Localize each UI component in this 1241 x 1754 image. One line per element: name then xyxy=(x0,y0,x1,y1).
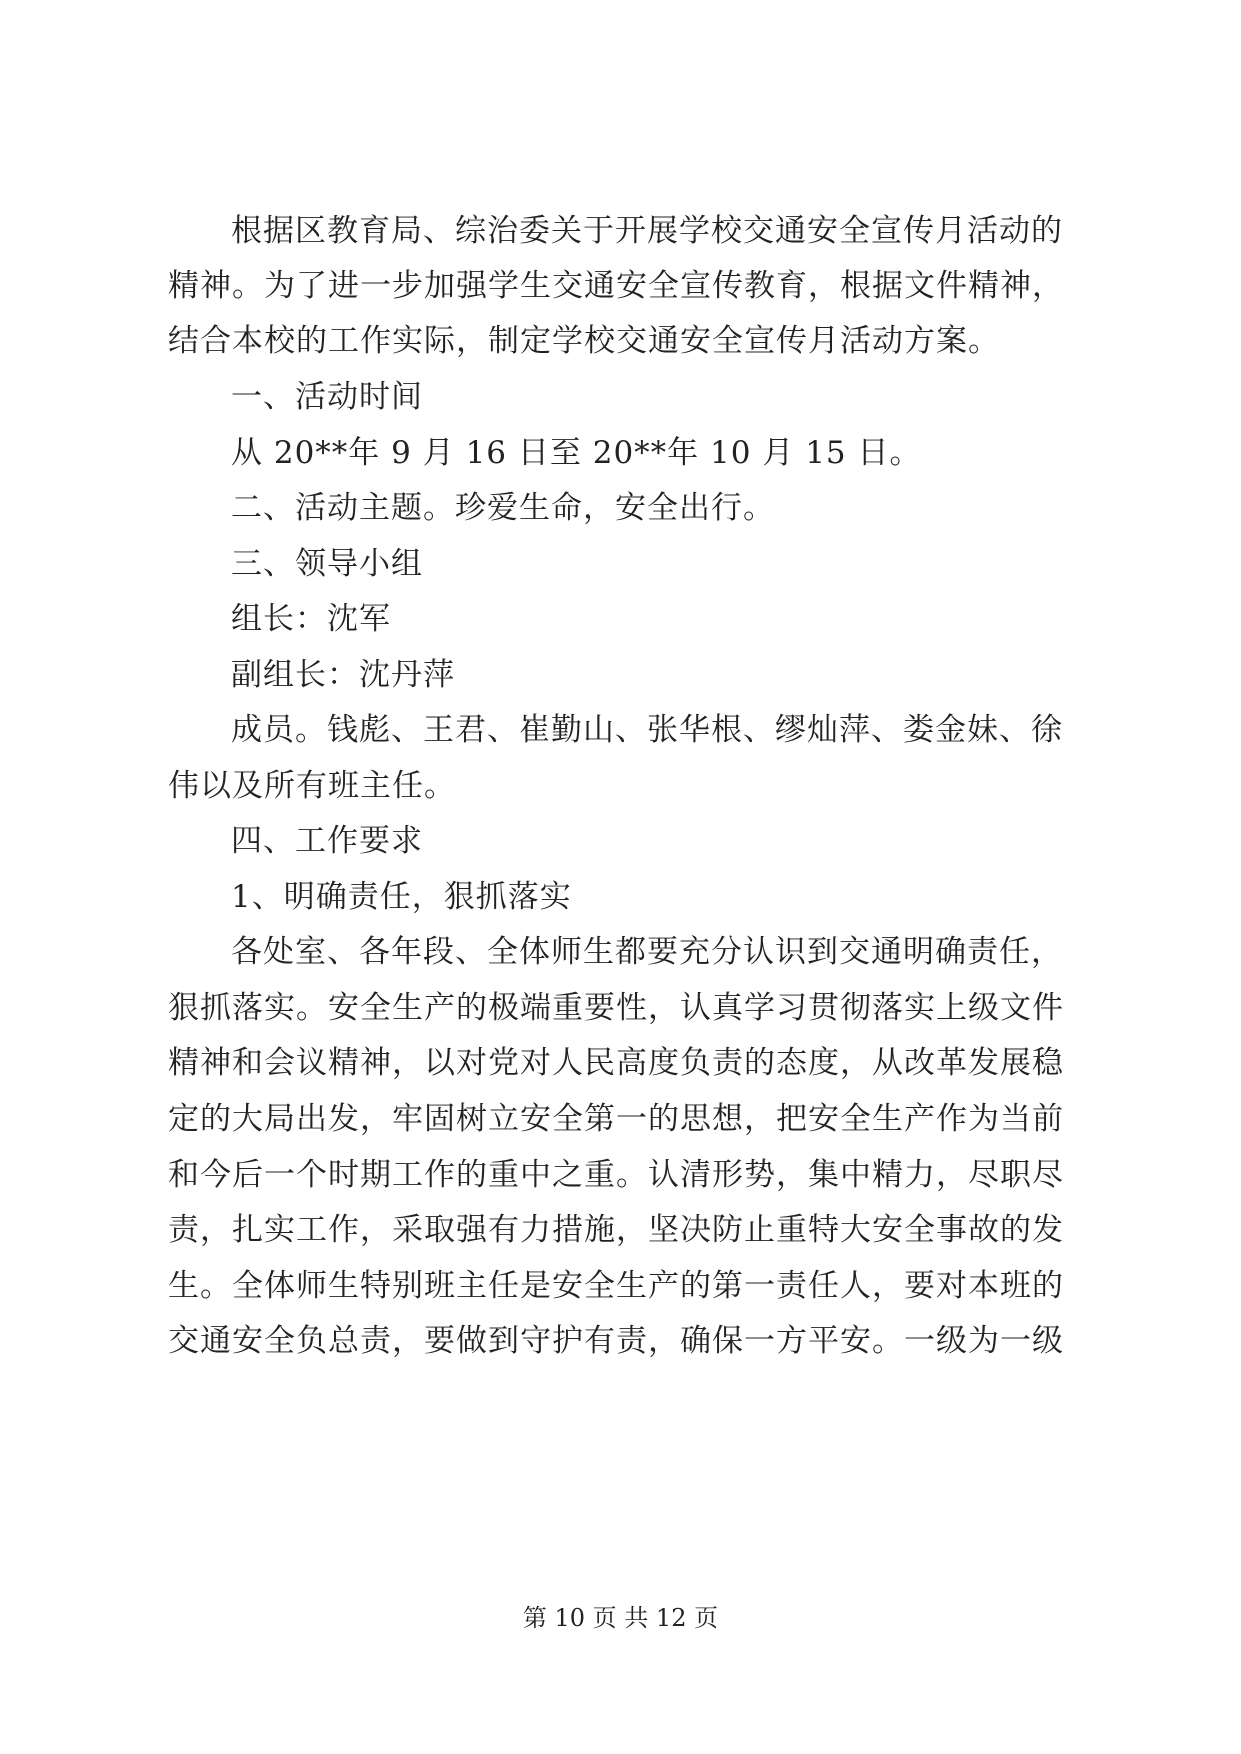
subsection-heading: 1、明确责任，狠抓落实 xyxy=(231,879,572,915)
paragraph-line: 从 20**年 9 月 16 日至 20**年 10 月 15 日。 xyxy=(231,435,922,471)
paragraph-line: 交通安全负总责，要做到守护有责，确保一方平安。一级为一级 xyxy=(168,1323,1064,1359)
paragraph-line: 结合本校的工作实际，制定学校交通安全宣传月活动方案。 xyxy=(168,323,1000,359)
paragraph-line: 伟以及所有班主任。 xyxy=(168,768,456,804)
paragraph-line: 组长：沈军 xyxy=(231,601,391,637)
section-heading: 三、领导小组 xyxy=(231,546,423,582)
section-heading: 四、工作要求 xyxy=(231,823,423,859)
paragraph-line: 各处室、各年段、全体师生都要充分认识到交通明确责任， xyxy=(231,934,1063,970)
section-heading: 一、活动时间 xyxy=(231,379,423,415)
paragraph-line: 成员。钱彪、王君、崔勤山、张华根、缪灿萍、娄金妹、徐 xyxy=(231,712,1063,748)
section-heading: 二、活动主题。珍爱生命，安全出行。 xyxy=(231,490,775,526)
paragraph-line: 副组长：沈丹萍 xyxy=(231,657,455,693)
page-footer: 第 10 页 共 12 页 xyxy=(522,1604,719,1632)
paragraph-line: 狠抓落实。安全生产的极端重要性，认真学习贯彻落实上级文件 xyxy=(168,990,1064,1026)
paragraph-line: 精神和会议精神，以对党对人民高度负责的态度，从改革发展稳 xyxy=(168,1045,1064,1081)
paragraph-line: 生。全体师生特别班主任是安全生产的第一责任人，要对本班的 xyxy=(168,1268,1064,1304)
paragraph-line: 精神。为了进一步加强学生交通安全宣传教育，根据文件精神， xyxy=(168,268,1064,304)
paragraph-line: 责，扎实工作，采取强有力措施，坚决防止重特大安全事故的发 xyxy=(168,1212,1064,1248)
paragraph-line: 和今后一个时期工作的重中之重。认清形势，集中精力，尽职尽 xyxy=(168,1157,1064,1193)
paragraph-line: 根据区教育局、综治委关于开展学校交通安全宣传月活动的 xyxy=(231,213,1063,249)
paragraph-line: 定的大局出发，牢固树立安全第一的思想，把安全生产作为当前 xyxy=(168,1101,1064,1137)
